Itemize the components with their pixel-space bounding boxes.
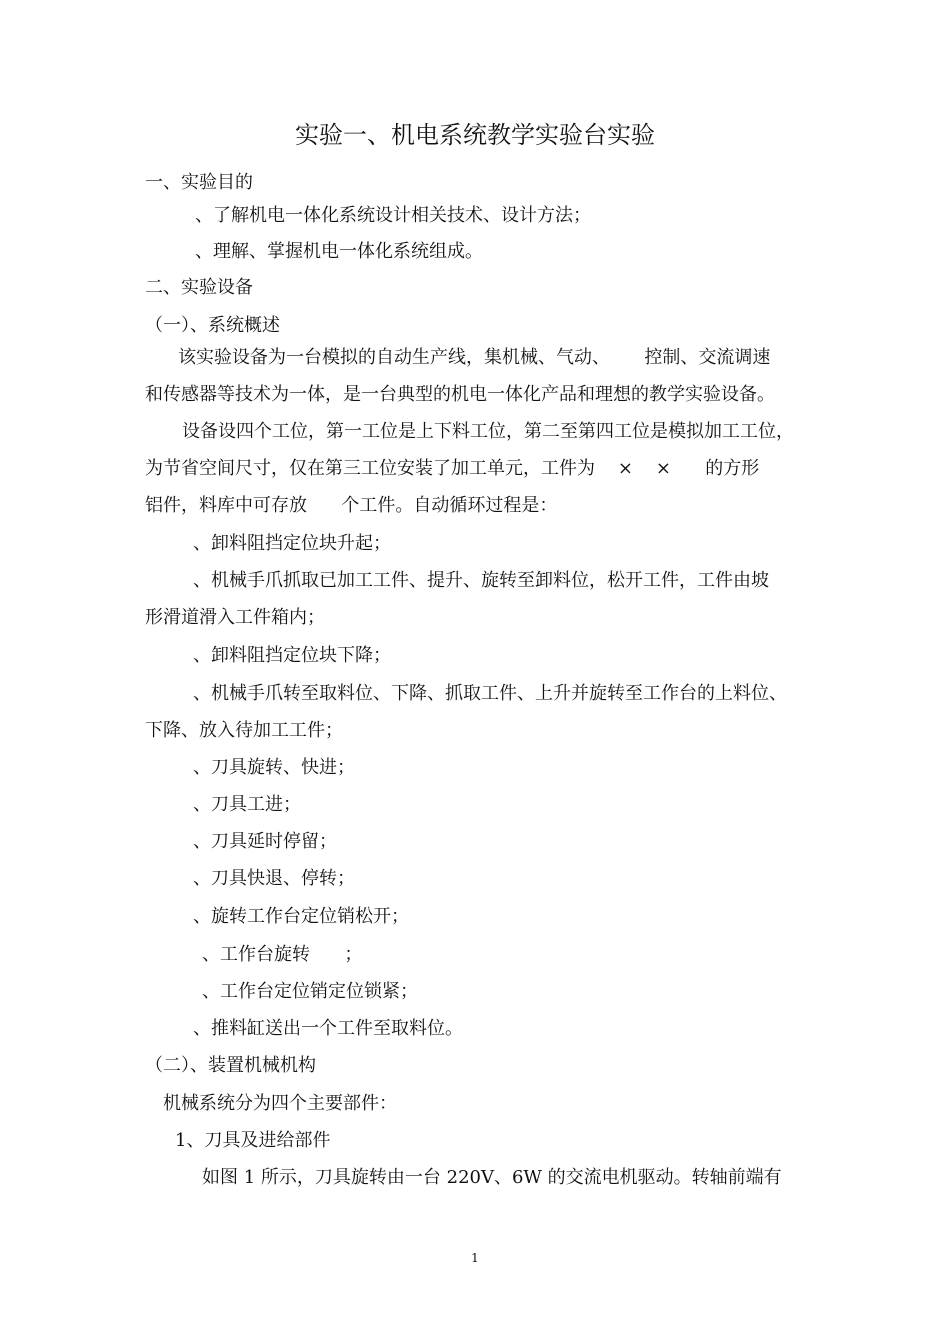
list-item: 、卸料阻挡定位块下降； xyxy=(193,645,391,666)
paragraph-line: 铝件，料库中可存放 个工件。自动循环过程是： xyxy=(145,495,558,516)
list-item: 、理解、掌握机电一体化系统组成。 xyxy=(195,241,483,262)
subheading-tool-feed: 1、刀具及进给部件 xyxy=(175,1130,331,1151)
subheading-system-overview: （一）、系统概述 xyxy=(145,315,280,336)
list-item: 、刀具旋转、快进； xyxy=(193,757,355,778)
list-item: 、机械手爪转至取料位、下降、抓取工件、上升并旋转至工作台的上料位、 xyxy=(193,683,787,704)
paragraph-line: 该实验设备为一台模拟的自动生产线，集机械、气动、 控制、交流调速 xyxy=(178,347,771,368)
page-title: 实验一、机电系统教学实验台实验 xyxy=(295,121,655,149)
list-item: 、机械手爪抓取已加工工件、提升、旋转至卸料位，松开工件，工件由坡 xyxy=(193,570,769,591)
list-item: 、刀具快退、停转； xyxy=(193,868,355,889)
list-item: 、推料缸送出一个工件至取料位。 xyxy=(193,1018,463,1039)
list-item: 、工作台旋转 ； xyxy=(202,944,363,965)
paragraph-line: 如图 1 所示，刀具旋转由一台 220V、6W 的交流电机驱动。转轴前端有 xyxy=(202,1167,782,1188)
heading-experiment-equipment: 二、实验设备 xyxy=(145,277,253,298)
list-item-continuation: 形滑道滑入工件箱内； xyxy=(145,607,325,628)
subheading-mechanical-structure: （二）、装置机械机构 xyxy=(145,1055,316,1076)
list-item-continuation: 下降、放入待加工工件； xyxy=(145,720,343,741)
list-item: 、刀具延时停留； xyxy=(193,831,337,852)
list-item: 、了解机电一体化系统设计相关技术、设计方法； xyxy=(195,205,591,226)
list-item: 、卸料阻挡定位块升起； xyxy=(193,533,391,554)
list-item: 、工作台定位销定位锁紧； xyxy=(202,981,418,1002)
paragraph-line: 设备设四个工位，第一工位是上下料工位，第二至第四工位是模拟加工工位， xyxy=(182,421,794,442)
paragraph-line: 和传感器等技术为一体，是一台典型的机电一体化产品和理想的教学实验设备。 xyxy=(145,384,775,405)
paragraph-line: 机械系统分为四个主要部件： xyxy=(163,1093,397,1114)
paragraph-line: 为节省空间尺寸，仅在第三工位安装了加工单元，工件为 × × 的方形 xyxy=(145,458,760,479)
list-item: 、旋转工作台定位销松开； xyxy=(193,906,409,927)
heading-experiment-purpose: 一、实验目的 xyxy=(145,172,253,193)
list-item: 、刀具工进； xyxy=(193,794,301,815)
page-number: 1 xyxy=(471,1251,479,1265)
